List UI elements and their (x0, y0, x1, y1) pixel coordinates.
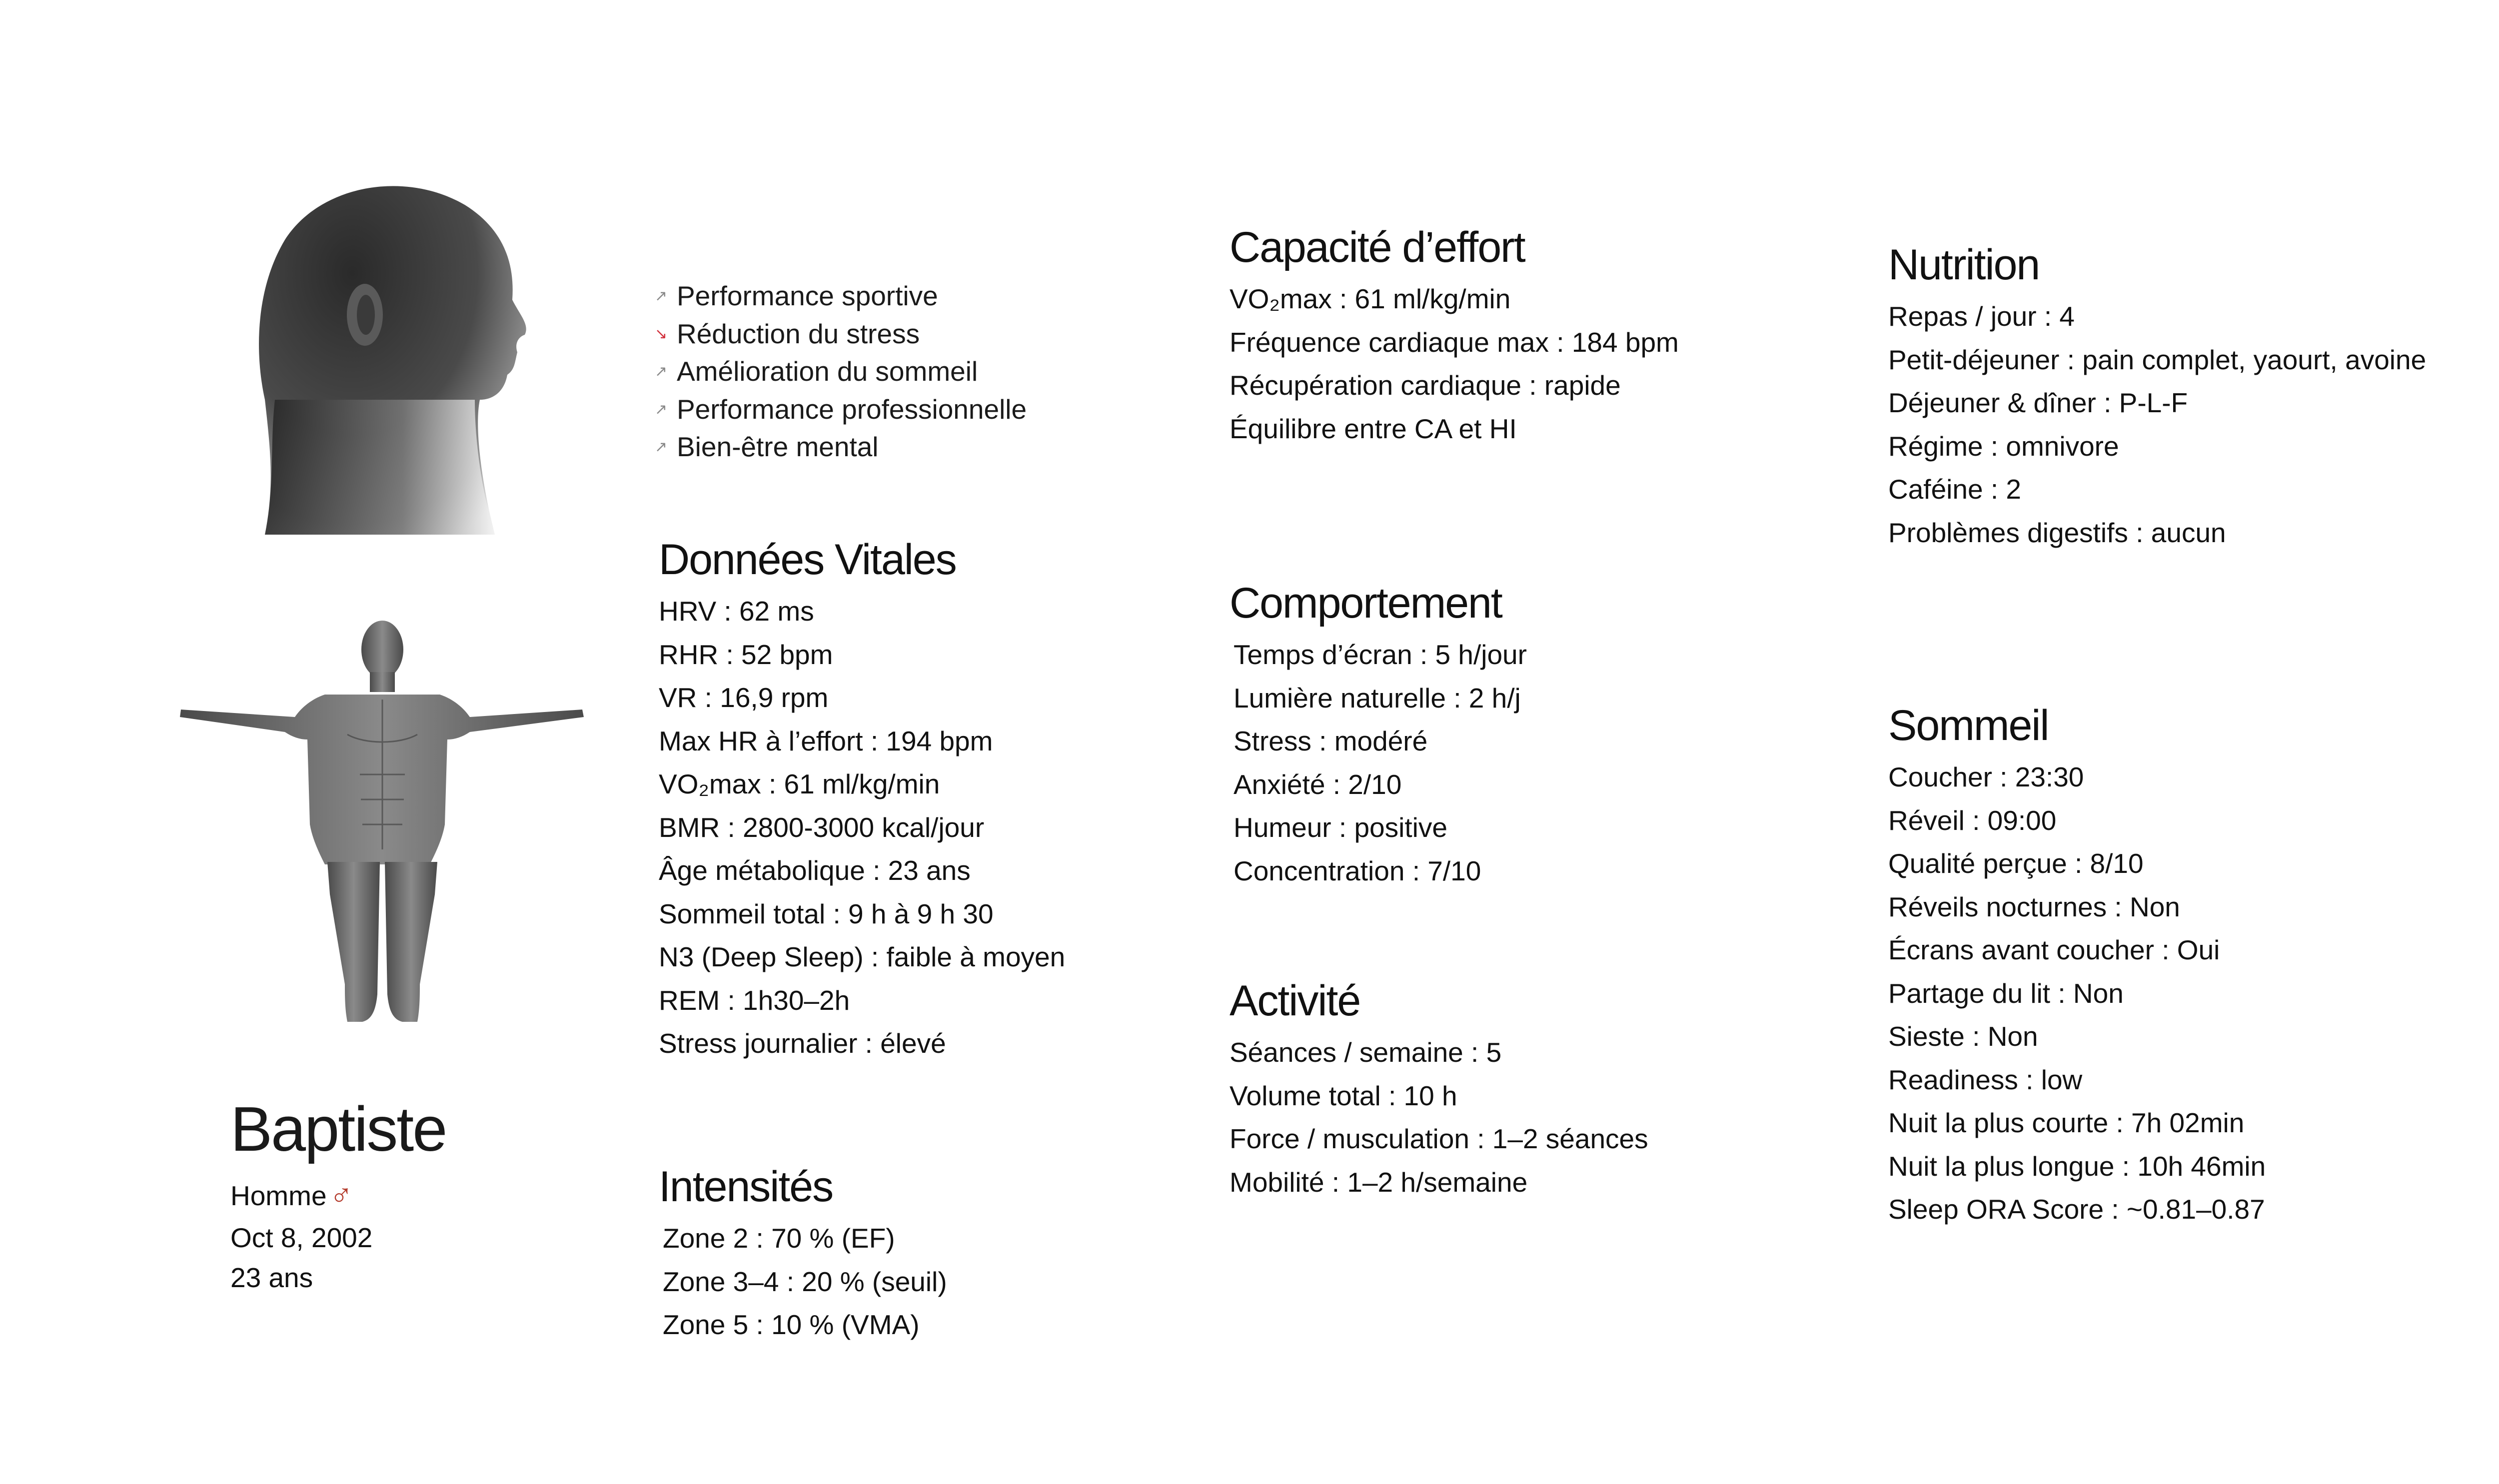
behavior-section (1230, 578, 1527, 892)
goal-item: ↗ Performance professionnelle (655, 391, 1027, 429)
activity-item: Volume total : 10 h (1230, 1080, 1457, 1111)
behavior-item: Anxiété : 2/10 (1234, 768, 1402, 800)
nutrition-item: Déjeuner & dîner : P-L-F (1888, 387, 2188, 418)
effort-item: Fréquence cardiaque max : 184 bpm (1230, 326, 1679, 358)
vitals-item: N3 (Deep Sleep) : faible à moyen (659, 941, 1066, 972)
goals-list (655, 277, 1027, 466)
sleep-item: Readiness : low (1888, 1064, 2083, 1095)
vitals-item: HRV : 62 ms (659, 596, 814, 627)
vitals-section (659, 535, 1065, 1065)
sleep-item: Écrans avant coucher : Oui (1888, 934, 2220, 965)
sleep-section (1888, 701, 2266, 1231)
sleep-item: Réveils nocturnes : Non (1888, 891, 2180, 922)
vitals-item: Stress journalier : élevé (659, 1028, 946, 1059)
sleep-item: Nuit la plus courte : 7h 02min (1888, 1107, 2245, 1138)
sleep-title: Sommeil (1888, 702, 2049, 749)
behavior-title: Comportement (1230, 579, 1502, 627)
nutrition-item: Régime : omnivore (1888, 430, 2119, 462)
nutrition-title: Nutrition (1888, 241, 2040, 289)
nutrition-item: Petit-déjeuner : pain complet, yaourt, avoine (1888, 344, 2427, 375)
sleep-item: Sleep ORA Score : ~0.81–0.87 (1888, 1194, 2265, 1225)
profile-gender: Homme (230, 1180, 327, 1211)
behavior-item: Temps d’écran : 5 h/jour (1234, 639, 1527, 670)
sleep-item: Qualité perçue : 8/10 (1888, 848, 2144, 879)
effort-item: Récupération cardiaque : rapide (1230, 370, 1621, 401)
vitals-item: VO₂max : 61 ml/kg/min (659, 768, 940, 799)
goal-item: ↘ Réduction du stress (655, 315, 1027, 353)
nutrition-item: Problèmes digestifs : aucun (1888, 517, 2226, 548)
sleep-item: Sieste : Non (1888, 1021, 2038, 1052)
vitals-item: BMR : 2800-3000 kcal/jour (659, 811, 985, 843)
profile-birthdate: Oct 8, 2002 (230, 1222, 373, 1253)
trend-up-icon: ↗ (655, 401, 668, 418)
trend-up-icon: ↗ (655, 363, 668, 380)
intensity-item: Zone 5 : 10 % (VMA) (663, 1309, 920, 1340)
goal-item: ↗ Amélioration du sommeil (655, 353, 1027, 391)
nutrition-section (1888, 240, 2426, 554)
trend-down-icon: ↘ (655, 325, 668, 342)
sleep-item: Réveil : 09:00 (1888, 804, 2057, 836)
activity-item: Séances / semaine : 5 (1230, 1037, 1502, 1068)
head-profile-image (235, 165, 545, 535)
effort-item: VO₂max : 61 ml/kg/min (1230, 283, 1511, 314)
behavior-item: Lumière naturelle : 2 h/j (1234, 682, 1521, 714)
vitals-item: Sommeil total : 9 h à 9 h 30 (659, 898, 994, 929)
effort-section (1230, 222, 1679, 450)
sleep-item: Partage du lit : Non (1888, 977, 2124, 1009)
male-symbol-icon: ♂ (329, 1178, 353, 1213)
goal-item: ↗ Performance sportive (655, 277, 1027, 315)
trend-up-icon: ↗ (655, 439, 668, 455)
profile-age: 23 ans (230, 1262, 313, 1293)
activity-title: Activité (1230, 977, 1360, 1025)
vitals-item: RHR : 52 bpm (659, 639, 833, 670)
vitals-item: VR : 16,9 rpm (659, 682, 829, 713)
trend-up-icon: ↗ (655, 288, 668, 304)
sleep-item: Nuit la plus longue : 10h 46min (1888, 1150, 2266, 1182)
profile-name: Baptiste (230, 1094, 446, 1164)
vitals-item: REM : 1h30–2h (659, 984, 850, 1016)
nutrition-item: Repas / jour : 4 (1888, 301, 2075, 332)
sleep-item: Coucher : 23:30 (1888, 761, 2084, 792)
activity-item: Mobilité : 1–2 h/semaine (1230, 1166, 1528, 1198)
intensities-title: Intensités (659, 1163, 833, 1211)
effort-title: Capacité d’effort (1230, 223, 1525, 271)
behavior-item: Humeur : positive (1234, 812, 1447, 843)
goal-item: ↗ Bien-être mental (655, 428, 1027, 466)
intensity-item: Zone 3–4 : 20 % (seuil) (663, 1266, 947, 1297)
intensities-section (659, 1162, 947, 1347)
activity-item: Force / musculation : 1–2 séances (1230, 1123, 1648, 1154)
nutrition-item: Caféine : 2 (1888, 474, 2022, 505)
effort-item: Équilibre entre CA et HI (1230, 413, 1517, 444)
intensity-item: Zone 2 : 70 % (EF) (663, 1223, 895, 1254)
vitals-item: Âge métabolique : 23 ans (659, 855, 971, 886)
behavior-item: Stress : modéré (1234, 726, 1428, 756)
vitals-item: Max HR à l’effort : 194 bpm (659, 725, 993, 756)
activity-section (1230, 976, 1648, 1204)
behavior-item: Concentration : 7/10 (1234, 855, 1481, 886)
body-figure-image (175, 615, 590, 1029)
vitals-title: Données Vitales (659, 536, 956, 584)
profile-block (230, 1094, 446, 1298)
